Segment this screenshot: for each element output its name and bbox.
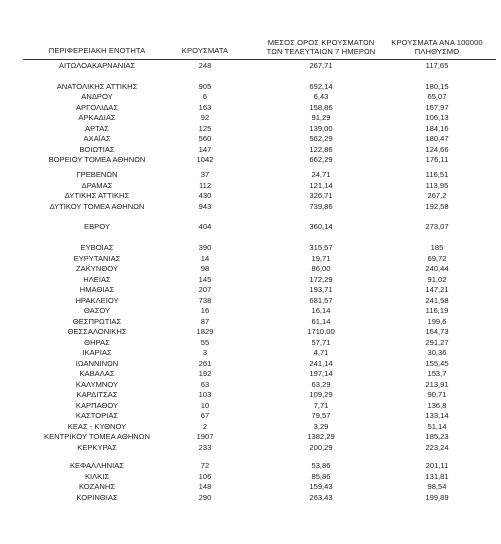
per-100000-cell: 124,66: [425, 145, 449, 154]
avg-cell: 739,86: [309, 202, 333, 211]
header-per-line2: ΠΛΗΘΥΣΜΟ: [414, 46, 460, 56]
per-100000-cell: 192,58: [425, 202, 449, 211]
table-row: [0, 134, 501, 143]
region-cell: ΚΕΦΑΛΛΗΝΙΑΣ: [69, 461, 125, 470]
header-avg-line1: ΜΕΣΟΣ ΟΡΟΣ ΚΡΟΥΣΜΑΤΩΝ: [267, 38, 375, 47]
table-row: [0, 461, 501, 470]
cases-cell: 147: [198, 145, 212, 154]
cases-cell: 192: [198, 369, 212, 378]
cases-cell: 248: [198, 61, 212, 70]
cases-cell: 233: [198, 443, 212, 452]
region-cell: ΙΩΑΝΝΙΝΩΝ: [75, 359, 119, 368]
region-cell: ΖΑΚΥΝΘΟΥ: [76, 264, 118, 273]
table-row: [0, 422, 501, 431]
per-100000-cell: 201,11: [425, 461, 449, 470]
header-cases-label: ΚΡΟΥΣΜΑΤΑ: [181, 46, 229, 55]
region-cell: ΚΙΛΚΙΣ: [84, 472, 110, 481]
avg-cell: 53,86: [311, 461, 331, 470]
cases-cell: 261: [198, 359, 212, 368]
table-row: [0, 296, 501, 305]
per-100000-cell: 180,47: [425, 134, 449, 143]
per-100000-cell: 184,16: [425, 124, 449, 133]
per-100000-cell: 267,2: [427, 191, 447, 200]
cases-cell: 148: [198, 482, 212, 491]
avg-cell: 63,29: [311, 380, 331, 389]
region-cell: ΑΧΑΪΑΣ: [83, 134, 111, 143]
region-cell: ΚΑΒΑΛΑΣ: [79, 369, 115, 378]
cases-cell: 1907: [196, 432, 214, 441]
cases-cell: 106: [198, 472, 212, 481]
per-100000-cell: 164,73: [425, 327, 449, 336]
region-cell: ΑΡΚΑΔΙΑΣ: [78, 113, 116, 122]
table-row: [0, 254, 501, 263]
cases-cell: 1042: [196, 155, 214, 164]
region-cell: ΔΥΤΙΚΗΣ ΑΤΤΙΚΗΣ: [64, 191, 130, 200]
region-cell: ΑΙΤΩΛΟΑΚΑΡΝΑΝΙΑΣ: [58, 61, 136, 70]
header-rule: [23, 59, 496, 60]
region-cell: ΔΥΤΙΚΟΥ ΤΟΜΕΑ ΑΘΗΝΩΝ: [49, 202, 145, 211]
region-cell: ΚΕΑΣ - ΚΥΘΝΟΥ: [67, 422, 127, 431]
cases-cell: 290: [198, 493, 212, 502]
avg-cell: 315,57: [309, 243, 333, 252]
per-100000-cell: 51,14: [427, 422, 447, 431]
table-row: [0, 317, 501, 326]
table-row: [0, 275, 501, 284]
avg-cell: 122,86: [309, 145, 333, 154]
per-100000-cell: 199,89: [425, 493, 449, 502]
region-cell: ΚΕΝΤΡΙΚΟΥ ΤΟΜΕΑ ΑΘΗΝΩΝ: [44, 432, 150, 441]
table-row: [0, 443, 501, 452]
cases-cell: 560: [198, 134, 212, 143]
table-row: [0, 191, 501, 200]
table-row: [0, 338, 501, 347]
per-100000-cell: 133,14: [425, 411, 449, 420]
table-row: [0, 145, 501, 154]
per-100000-cell: 180,15: [425, 82, 449, 91]
avg-cell: 79,57: [311, 411, 331, 420]
per-100000-cell: 98,54: [427, 482, 447, 491]
per-100000-cell: 147,21: [425, 285, 449, 294]
avg-cell: 193,71: [309, 285, 333, 294]
table-row: [0, 285, 501, 294]
avg-cell: 24,71: [311, 170, 331, 179]
per-100000-cell: 185: [430, 243, 444, 252]
table-row: [0, 202, 501, 211]
table-row: [0, 472, 501, 481]
region-cell: ΕΥΡΥΤΑΝΙΑΣ: [73, 254, 121, 263]
per-100000-cell: 69,72: [427, 254, 447, 263]
table-row: [0, 482, 501, 491]
table-row: [0, 243, 501, 252]
per-100000-cell: 65,07: [427, 92, 447, 101]
per-100000-cell: 273,07: [425, 222, 449, 231]
cases-cell: 37: [200, 170, 210, 179]
avg-cell: 241,14: [309, 359, 333, 368]
avg-cell: 85,86: [311, 472, 331, 481]
per-100000-cell: 106,13: [425, 113, 449, 122]
table-row: [0, 401, 501, 410]
region-cell: ΗΛΕΙΑΣ: [83, 275, 111, 284]
per-100000-cell: 223,24: [425, 443, 449, 452]
region-cell: ΘΗΡΑΣ: [84, 338, 110, 347]
cases-cell: 103: [198, 390, 212, 399]
per-100000-cell: 176,11: [425, 155, 449, 164]
avg-cell: 692,14: [309, 82, 333, 91]
table-row: [0, 411, 501, 420]
avg-cell: 1710,00: [307, 327, 335, 336]
avg-cell: 19,71: [311, 254, 331, 263]
region-cell: ΚΑΛΥΜΝΟΥ: [75, 380, 119, 389]
cases-cell: 92: [200, 113, 210, 122]
table-row: [0, 181, 501, 190]
cases-cell: 98: [200, 264, 210, 273]
region-cell: ΙΚΑΡΙΑΣ: [82, 348, 112, 357]
per-100000-cell: 91,02: [427, 275, 447, 284]
cases-cell: 112: [198, 181, 212, 190]
table-row: [0, 61, 501, 70]
avg-cell: 200,29: [309, 443, 333, 452]
region-cell: ΘΕΣΣΑΛΟΝΙΚΗΣ: [67, 327, 127, 336]
region-cell: ΑΝΑΤΟΛΙΚΗΣ ΑΤΤΙΚΗΣ: [56, 82, 138, 91]
avg-cell: 159,43: [309, 482, 333, 491]
per-100000-cell: 167,97: [425, 103, 449, 112]
cases-cell: 145: [198, 275, 212, 284]
per-100000-cell: 30,36: [427, 348, 447, 357]
cases-cell: 10: [200, 401, 210, 410]
table-row: [0, 327, 501, 336]
region-cell: ΗΜΑΘΙΑΣ: [79, 285, 115, 294]
header-region-label: ΠΕΡΙΦΕΡΕΙΑΚΗ ΕΝΟΤΗΤΑ: [48, 46, 146, 55]
region-cell: ΚΕΡΚΥΡΑΣ: [77, 443, 117, 452]
per-100000-cell: 185,23: [425, 432, 449, 441]
header-7day-average: [262, 39, 380, 56]
per-100000-cell: 116,19: [425, 306, 449, 315]
avg-cell: 158,86: [309, 103, 333, 112]
table-row: [0, 124, 501, 133]
header-avg-line2: ΤΩΝ ΤΕΛΕΥΤΑΙΩΝ 7 ΗΜΕΡΩΝ: [266, 46, 376, 56]
cases-cell: 87: [200, 317, 210, 326]
cases-cell: 72: [200, 461, 210, 470]
region-cell: ΗΡΑΚΛΕΙΟΥ: [75, 296, 119, 305]
avg-cell: 326,71: [309, 191, 333, 200]
avg-cell: 681,57: [309, 296, 333, 305]
avg-cell: 267,71: [309, 61, 333, 70]
avg-cell: 3,29: [313, 422, 329, 431]
cases-cell: 125: [198, 124, 212, 133]
cases-cell: 14: [200, 254, 210, 263]
per-100000-cell: 213,91: [425, 380, 449, 389]
region-cell: ΚΟΖΑΝΗΣ: [78, 482, 116, 491]
region-cell: ΕΥΒΟΙΑΣ: [80, 243, 114, 252]
per-100000-cell: 136,8: [427, 401, 447, 410]
cases-cell: 430: [198, 191, 212, 200]
per-100000-cell: 199,6: [427, 317, 447, 326]
region-cell: ΑΝΔΡΟΥ: [81, 92, 113, 101]
table-row: [0, 170, 501, 179]
avg-cell: 121,14: [309, 181, 333, 190]
cases-cell: 63: [200, 380, 210, 389]
per-100000-cell: 291,27: [425, 338, 449, 347]
region-cell: ΑΡΓΟΛΙΔΑΣ: [75, 103, 119, 112]
cases-cell: 1829: [196, 327, 214, 336]
avg-cell: 1382,29: [307, 432, 335, 441]
table-row: [0, 113, 501, 122]
table-row: [0, 359, 501, 368]
cases-cell: 163: [198, 103, 212, 112]
header-cases: [165, 47, 245, 56]
avg-cell: 360,14: [309, 222, 333, 231]
per-100000-cell: 155,45: [425, 359, 449, 368]
cases-cell: 390: [198, 243, 212, 252]
avg-cell: 263,43: [309, 493, 333, 502]
avg-cell: 6,43: [313, 92, 329, 101]
avg-cell: 197,14: [309, 369, 333, 378]
region-cell: ΕΒΡΟΥ: [84, 222, 110, 231]
cases-cell: 738: [198, 296, 212, 305]
header-per-100000: [380, 39, 494, 56]
avg-cell: 109,29: [309, 390, 333, 399]
table-row: [0, 155, 501, 164]
region-cell: ΚΑΣΤΟΡΙΑΣ: [75, 411, 119, 420]
region-cell: ΑΡΤΑΣ: [85, 124, 109, 133]
region-cell: ΔΡΑΜΑΣ: [81, 181, 113, 190]
avg-cell: 139,00: [309, 124, 333, 133]
avg-cell: 61,14: [311, 317, 331, 326]
region-cell: ΚΑΡΔΙΤΣΑΣ: [76, 390, 118, 399]
per-100000-cell: 131,81: [425, 472, 449, 481]
table-row: [0, 92, 501, 101]
cases-cell: 3: [202, 348, 208, 357]
avg-cell: 86,00: [311, 264, 331, 273]
per-100000-cell: 117,65: [425, 61, 449, 70]
cases-cell: 16: [200, 306, 210, 315]
region-cell: ΘΑΣΟΥ: [83, 306, 111, 315]
table-row: [0, 306, 501, 315]
header-region: [22, 47, 172, 56]
per-100000-cell: 240,44: [425, 264, 449, 273]
header-per-line1: ΚΡΟΥΣΜΑΤΑ ΑΝΑ 100000: [391, 38, 483, 47]
per-100000-cell: 241,58: [425, 296, 449, 305]
table-row: [0, 432, 501, 441]
table-row: [0, 390, 501, 399]
avg-cell: 57,71: [311, 338, 331, 347]
avg-cell: 562,29: [309, 134, 333, 143]
region-cell: ΒΟΡΕΙΟΥ ΤΟΜΕΑ ΑΘΗΝΩΝ: [48, 155, 146, 164]
table-row: [0, 222, 501, 231]
region-cell: ΚΟΡΙΝΘΙΑΣ: [76, 493, 118, 502]
region-cell: ΘΕΣΠΡΩΤΙΑΣ: [72, 317, 122, 326]
table-row: [0, 380, 501, 389]
cases-cell: 943: [198, 202, 212, 211]
region-cell: ΒΟΙΩΤΙΑΣ: [79, 145, 115, 154]
table-row: [0, 493, 501, 502]
cases-cell: 6: [202, 92, 208, 101]
table-row: [0, 264, 501, 273]
cases-cell: 67: [200, 411, 210, 420]
cases-cell: 207: [198, 285, 212, 294]
avg-cell: 4,71: [313, 348, 329, 357]
avg-cell: 172,29: [309, 275, 333, 284]
per-100000-cell: 90,71: [427, 390, 447, 399]
table-row: [0, 82, 501, 91]
region-cell: ΓΡΕΒΕΝΩΝ: [76, 170, 118, 179]
cases-cell: 2: [202, 422, 208, 431]
table-row: [0, 348, 501, 357]
per-100000-cell: 153,7: [427, 369, 447, 378]
per-100000-cell: 113,95: [425, 181, 449, 190]
table-row: [0, 369, 501, 378]
avg-cell: 662,29: [309, 155, 333, 164]
avg-cell: 16,14: [311, 306, 331, 315]
avg-cell: 7,71: [313, 401, 329, 410]
per-100000-cell: 116,51: [425, 170, 449, 179]
avg-cell: 91,29: [311, 113, 331, 122]
table-row: [0, 103, 501, 112]
cases-cell: 55: [200, 338, 210, 347]
region-cell: ΚΑΡΠΑΘΟΥ: [75, 401, 119, 410]
cases-cell: 905: [198, 82, 212, 91]
cases-cell: 404: [198, 222, 212, 231]
